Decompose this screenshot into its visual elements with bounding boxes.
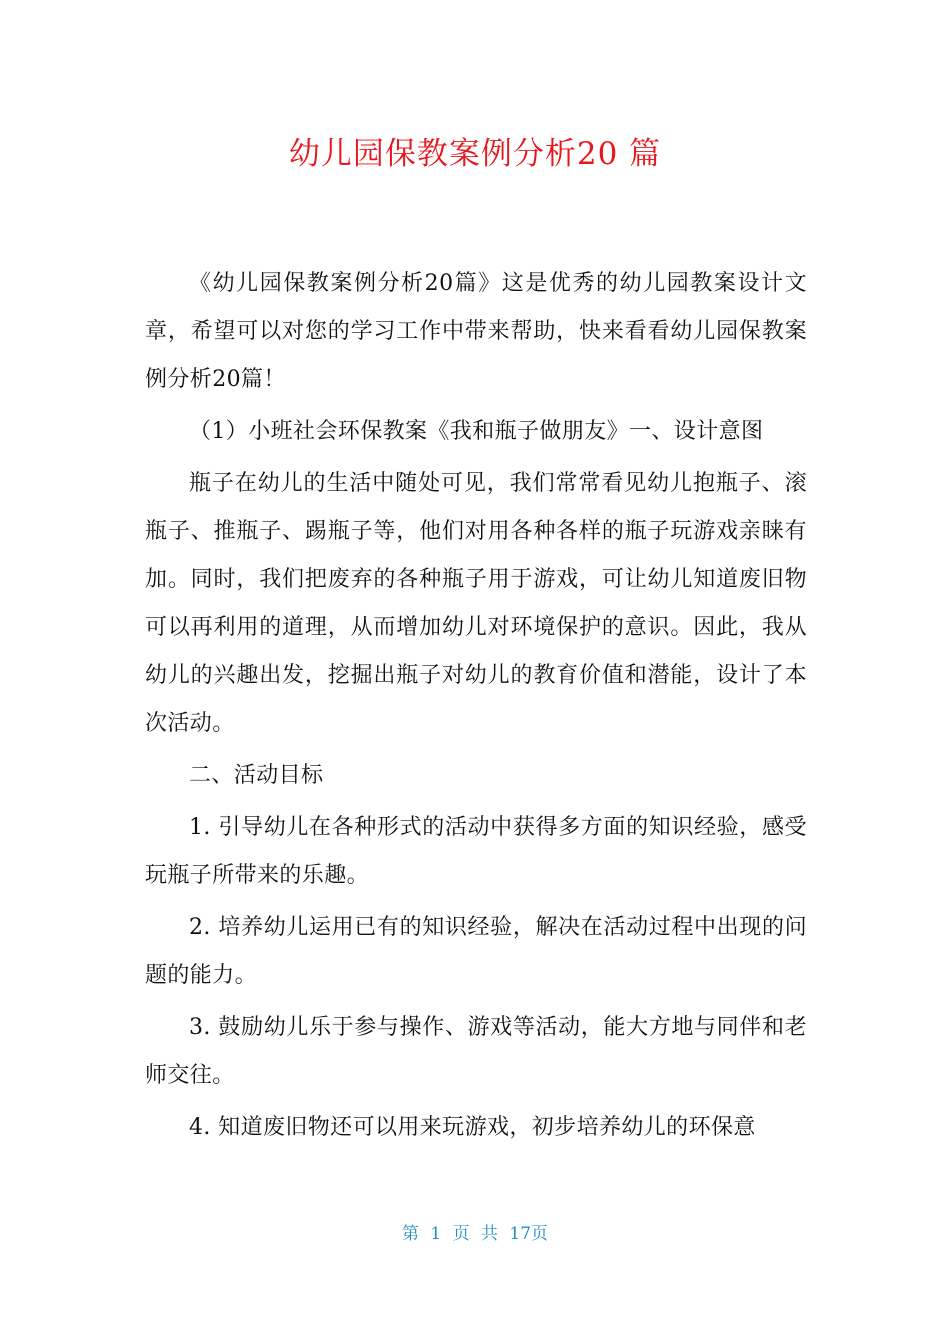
paragraph-section-heading: （1）小班社会环保教案《我和瓶子做朋友》一、设计意图: [189, 419, 764, 444]
paragraph-goal-2: 2. 培养幼儿运用已有的知识经验，解决在活动过程中出现的问题的能力。: [145, 915, 807, 988]
page-footer: 第 1 页 共 17页: [401, 1224, 549, 1244]
paragraph-design-intent: 瓶子在幼儿的生活中随处可见，我们常常看见幼儿抱瓶子、滚瓶子、推瓶子、踢瓶子等，他们对用各种各样的瓶子玩游戏亲睐有加。同时，我们把废弃的各种瓶子用于游戏，可让幼儿知道废旧物可以再利用的道理，从而增加幼儿对环境保护的意识。因此，我从幼儿的兴趣出发，挖掘出瓶子对幼儿的教育价值和潜能，设计了本次活动。: [145, 471, 807, 736]
document-title: 幼儿园保教案例分析20 篇: [288, 136, 662, 172]
paragraph-goals-heading: 二、活动目标: [189, 763, 324, 788]
paragraph-intro: 《幼儿园保教案例分析20篇》这是优秀的幼儿园教案设计文章，希望可以对您的学习工作中带来帮助，快来看看幼儿园保教案例分析20篇！: [145, 271, 807, 392]
paragraph-goal-3: 3. 鼓励幼儿乐于参与操作、游戏等活动，能大方地与同伴和老师交往。: [145, 1015, 807, 1088]
document-body: [145, 260, 807, 1156]
paragraph-goal-4: 4. 知道废旧物还可以用来玩游戏，初步培养幼儿的环保意: [189, 1115, 756, 1140]
paragraph-goal-1: 1. 引导幼儿在各种形式的活动中获得多方面的知识经验，感受玩瓶子所带来的乐趣。: [145, 815, 807, 888]
